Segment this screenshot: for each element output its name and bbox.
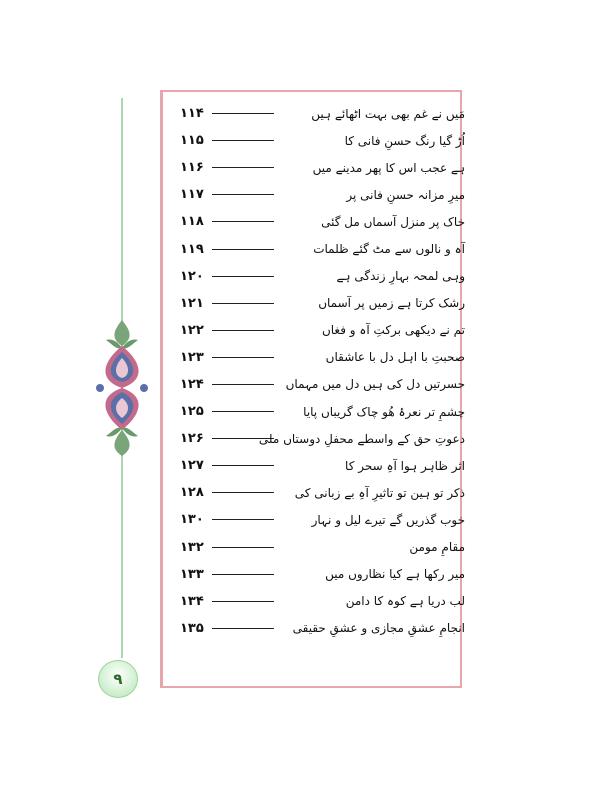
- toc-title: مَیں نے غم بھی بہت اٹھائے ہیں: [311, 106, 465, 121]
- toc-title: انجامِ عشقِ مجازی و عشقِ حقیقی: [292, 621, 465, 636]
- toc-title: ہے عجب اس کا پھر مدینے میں: [312, 160, 465, 175]
- toc-row: [180, 398, 465, 425]
- toc-row: [180, 127, 465, 154]
- floral-ornament-icon: [92, 318, 152, 458]
- toc-title: ذکر تو ہین تو تاثیرِ آہِ بے زبانی کی: [294, 485, 465, 500]
- toc-leader-line: [212, 519, 274, 520]
- toc-row: [180, 154, 465, 181]
- toc-page-number: ۱۲۰: [180, 268, 204, 284]
- toc-leader-line: [212, 194, 274, 195]
- toc-page-number: ۱۲۱: [180, 295, 204, 311]
- toc-row: [180, 317, 465, 344]
- toc-title: میر رکھا ہے کیا نظاروں میں: [325, 567, 465, 582]
- toc-row: [180, 588, 465, 615]
- toc-row: [180, 615, 465, 642]
- toc-leader-line: [212, 221, 274, 222]
- toc-page-number: ۱۲۳: [180, 349, 204, 365]
- toc-title: دعوتِ حق کے واسطے محفلِ دوستاں ملی: [258, 431, 465, 446]
- toc-row: [180, 452, 465, 479]
- toc-page-number: ۱۱۸: [180, 214, 204, 230]
- toc-leader-line: [212, 574, 274, 575]
- toc-row: [180, 561, 465, 588]
- toc-title: رشک کرتا ہے زمیں پر آسماں: [318, 296, 465, 311]
- toc-row: [180, 425, 465, 452]
- toc-title: صحبتِ با اہل دل با عاشقاں: [325, 350, 465, 365]
- toc-leader-line: [212, 492, 274, 493]
- toc-row: [180, 506, 465, 533]
- toc-title: حسرتیں دل کی ہیں دل میں مہماں: [285, 377, 465, 392]
- toc-title: لب دریا ہے کوہ کا دامن: [345, 594, 465, 609]
- toc-leader-line: [212, 167, 274, 168]
- toc-leader-line: [212, 140, 274, 141]
- toc-row: [180, 371, 465, 398]
- toc-row: [180, 344, 465, 371]
- toc-page-number: ۱۳۰: [180, 512, 204, 528]
- toc-page-number: ۱۲۵: [180, 404, 204, 420]
- toc-title: میرِ مزانہ حسنِ فانی پر: [346, 187, 465, 202]
- page-number-badge: [98, 660, 138, 698]
- toc-row: [180, 290, 465, 317]
- toc-page-number: ۱۱۶: [180, 160, 204, 176]
- toc-page-number: ۱۳۲: [180, 539, 204, 555]
- toc-page-number: ۱۲۷: [180, 458, 204, 474]
- toc-leader-line: [212, 357, 274, 358]
- toc-row: [180, 479, 465, 506]
- toc-leader-line: [212, 276, 274, 277]
- toc-page-number: ۱۱۷: [180, 187, 204, 203]
- toc-leader-line: [212, 411, 274, 412]
- toc-leader-line: [212, 465, 274, 466]
- toc-row: [180, 100, 465, 127]
- toc-page-number: ۱۲۸: [180, 485, 204, 501]
- toc-page-number: ۱۳۴: [180, 593, 204, 609]
- toc-page-number: ۱۳۵: [180, 620, 204, 636]
- toc-title: مقامِ مومن: [409, 540, 465, 555]
- toc-leader-line: [212, 547, 274, 548]
- page-number: ٩: [113, 670, 123, 688]
- toc-title: تم نے دیکھی برکتِ آہ و فغاں: [321, 323, 465, 338]
- toc-leader-line: [212, 303, 274, 304]
- toc-title: آہ و نالوں سے مٹ گئے ظلمات: [313, 242, 465, 257]
- toc-title: وہی لمحہ بہارِ زندگی ہے: [336, 269, 465, 284]
- toc-title: خوب گذریں گے تیرے لیل و نہار: [311, 512, 465, 527]
- toc-page-number: ۱۲۴: [180, 376, 204, 392]
- toc-leader-line: [212, 113, 274, 114]
- toc-title: چشمِ تر نعرۂ ھُو چاک گریباں پایا: [303, 404, 465, 419]
- toc-row: [180, 235, 465, 262]
- toc-leader-line: [212, 249, 274, 250]
- toc-page-number: ۱۳۳: [180, 566, 204, 582]
- toc-leader-line: [212, 601, 274, 602]
- toc-row: [180, 208, 465, 235]
- table-of-contents: [180, 100, 465, 642]
- toc-title: خاک پر منزل آسماں مل گئی: [321, 214, 465, 229]
- toc-leader-line: [212, 628, 274, 629]
- toc-title: اُڑ گیا رنگ حسنِ فانی کا: [344, 133, 465, 148]
- toc-page-number: ۱۲۲: [180, 322, 204, 338]
- toc-page-number: ۱۱۴: [180, 106, 204, 122]
- toc-row: [180, 181, 465, 208]
- toc-leader-line: [212, 330, 274, 331]
- toc-row: [180, 263, 465, 290]
- toc-page-number: ۱۲۶: [180, 431, 204, 447]
- toc-page-number: ۱۱۹: [180, 241, 204, 257]
- toc-leader-line: [212, 384, 274, 385]
- toc-title: اثر ظاہر ہوا آہِ سحر کا: [345, 458, 465, 473]
- toc-row: [180, 534, 465, 561]
- pink-frame-left-rule: [160, 90, 163, 688]
- toc-page-number: ۱۱۵: [180, 133, 204, 149]
